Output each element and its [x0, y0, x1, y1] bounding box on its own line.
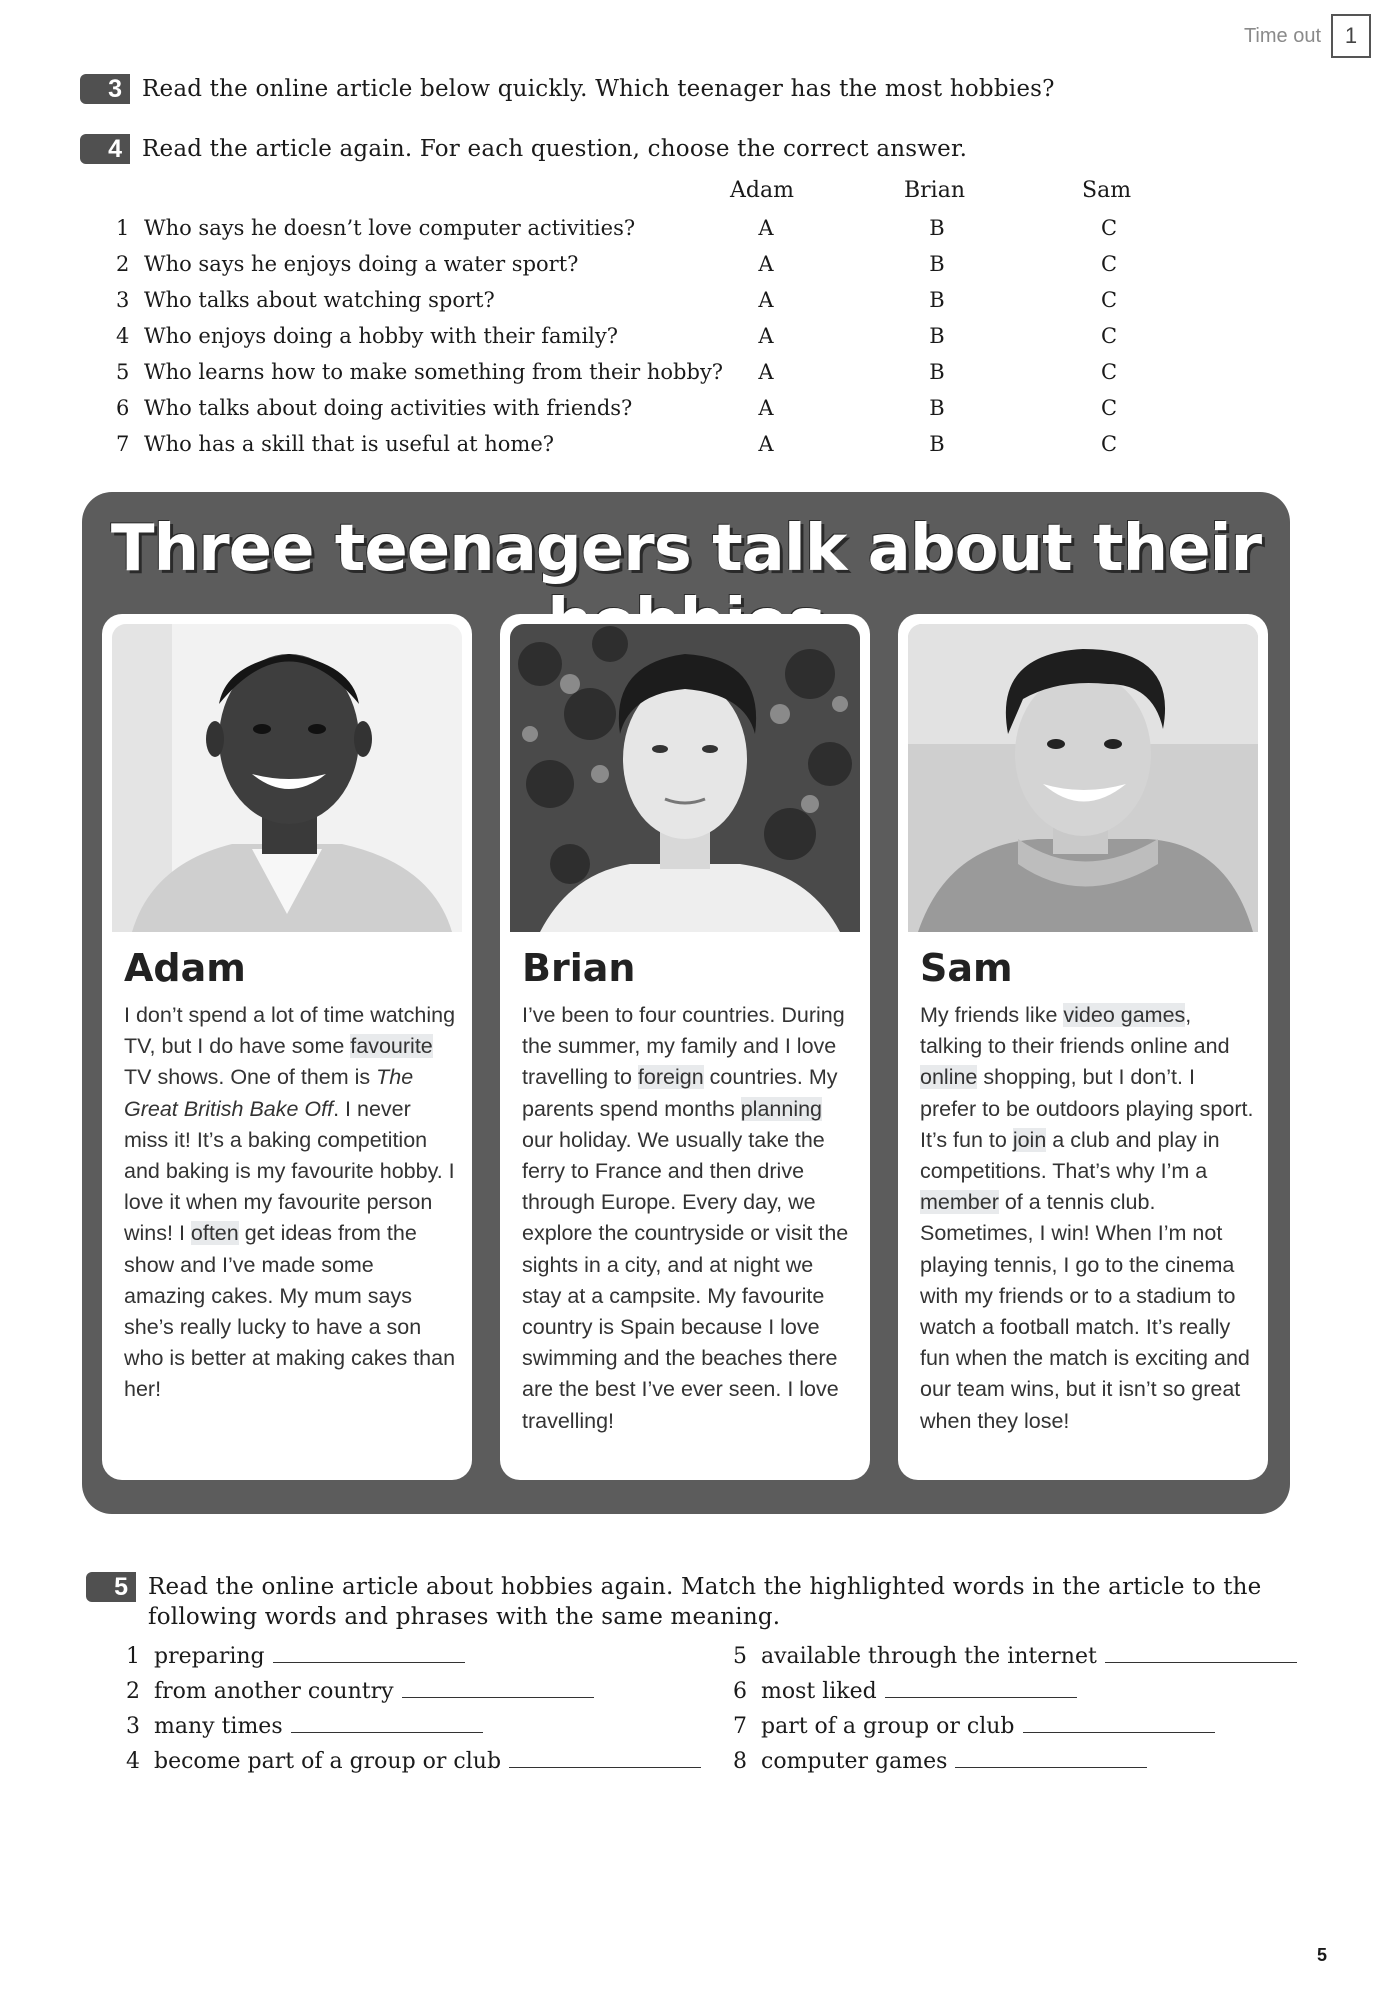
- card-adam: [102, 614, 472, 1480]
- question-text: Who has a skill that is useful at home?: [144, 432, 555, 456]
- match-number: 1: [126, 1644, 140, 1669]
- question-row: [116, 246, 1156, 282]
- option-c[interactable]: C: [1100, 360, 1118, 384]
- question-number: 3: [116, 288, 130, 312]
- text-span: TV shows. One of them is: [124, 1065, 377, 1090]
- photo-adam: [112, 624, 462, 932]
- highlighted-word: foreign: [637, 1065, 704, 1090]
- option-c[interactable]: C: [1100, 432, 1118, 456]
- question-number: 5: [116, 360, 130, 384]
- match-item: [733, 1749, 1147, 1774]
- answer-blank[interactable]: [509, 1749, 701, 1768]
- option-c[interactable]: C: [1100, 288, 1118, 312]
- match-text: part of a group or club: [761, 1714, 1015, 1739]
- card-body: [124, 1000, 460, 1406]
- match-item: [126, 1714, 483, 1739]
- exercise-5: [86, 1572, 1266, 1632]
- text-span: I’ve been to four countries. During the summer, my family and I love travelling to: [522, 1003, 845, 1090]
- column-header-adam: Adam: [730, 178, 794, 203]
- match-number: 3: [126, 1714, 140, 1739]
- answer-blank[interactable]: [402, 1679, 594, 1698]
- option-c[interactable]: C: [1100, 324, 1118, 348]
- match-text: preparing: [154, 1644, 265, 1669]
- card-brian: [500, 614, 870, 1480]
- option-b[interactable]: B: [929, 396, 945, 420]
- highlighted-word: often: [190, 1221, 239, 1246]
- answer-blank[interactable]: [955, 1749, 1147, 1768]
- column-header-sam: Sam: [1082, 178, 1132, 203]
- question-text: Who says he doesn’t love computer activities?: [144, 216, 636, 240]
- match-number: 7: [733, 1714, 747, 1739]
- exercise-4-instruction: Read the article again. For each question, choose the correct answer.: [142, 136, 968, 162]
- text-span: , talking to their friends online and: [920, 1003, 1230, 1059]
- exercise-3: [80, 74, 1055, 104]
- option-b[interactable]: B: [929, 432, 945, 456]
- option-c[interactable]: C: [1100, 396, 1118, 420]
- card-name: Sam: [920, 946, 1013, 990]
- match-number: 5: [733, 1644, 747, 1669]
- card-body: [522, 1000, 858, 1437]
- text-span: countries. My parents spend months: [522, 1065, 838, 1121]
- match-text: become part of a group or club: [154, 1749, 502, 1774]
- question-number: 4: [116, 324, 130, 348]
- highlighted-word: join: [1012, 1127, 1047, 1152]
- answer-blank[interactable]: [885, 1679, 1077, 1698]
- match-text: computer games: [761, 1749, 948, 1774]
- question-text: Who says he enjoys doing a water sport?: [144, 252, 579, 276]
- option-a[interactable]: A: [758, 324, 774, 348]
- question-number: 6: [116, 396, 130, 420]
- question-row: [116, 390, 1156, 426]
- page-number: 5: [1316, 1945, 1327, 1965]
- option-a[interactable]: A: [758, 396, 774, 420]
- match-item: [733, 1679, 1077, 1704]
- exercise-3-instruction: Read the online article below quickly. Which teenager has the most hobbies?: [142, 76, 1055, 102]
- match-number: 4: [126, 1749, 140, 1774]
- show-title: The Great British Bake Off: [124, 1065, 414, 1121]
- question-text: Who talks about doing activities with friends?: [144, 396, 633, 420]
- option-b[interactable]: B: [929, 252, 945, 276]
- highlighted-word: online: [920, 1065, 978, 1090]
- option-a[interactable]: A: [758, 252, 774, 276]
- text-span: I don’t spend a lot of time watching TV, but I do have some: [124, 1003, 456, 1059]
- question-row: [116, 426, 1156, 462]
- card-body: [920, 1000, 1256, 1437]
- match-text: most liked: [761, 1679, 877, 1704]
- photo-brian: [510, 624, 860, 932]
- question-number: 1: [116, 216, 130, 240]
- question-row: [116, 318, 1156, 354]
- highlighted-word: planning: [740, 1096, 823, 1121]
- exercise-5-instruction: Read the online article about hobbies again. Match the highlighted words in the article to the following words and phrases with the same meaning.: [148, 1574, 1262, 1630]
- match-item: [733, 1644, 1297, 1669]
- answer-blank[interactable]: [291, 1714, 483, 1733]
- match-item: [733, 1714, 1215, 1739]
- question-text: Who enjoys doing a hobby with their family?: [144, 324, 618, 348]
- match-item: [126, 1679, 594, 1704]
- card-sam: [898, 614, 1268, 1480]
- question-row: [116, 354, 1156, 390]
- exercise-5-number: 5: [86, 1572, 136, 1602]
- text-span: get ideas from the show and I’ve made some amazing cakes. My mum says she’s really lucky to have a son who is better at making cakes than her!: [124, 1221, 456, 1402]
- question-number: 2: [116, 252, 130, 276]
- answer-blank[interactable]: [1105, 1644, 1297, 1663]
- answer-blank[interactable]: [273, 1644, 465, 1663]
- highlighted-word: video games: [1063, 1003, 1186, 1027]
- section-label: Time out: [1243, 24, 1321, 47]
- option-b[interactable]: B: [929, 216, 945, 240]
- text-span: . I never miss it! It’s a baking competition and baking is my favourite hobby. I love it when my favourite person wins! I: [124, 1096, 455, 1246]
- question-row: [116, 282, 1156, 318]
- unit-number-box: 1: [1331, 14, 1371, 58]
- match-number: 6: [733, 1679, 747, 1704]
- text-span: My friends like: [920, 1003, 1064, 1027]
- match-number: 2: [126, 1679, 140, 1704]
- exercise-4-number: 4: [80, 134, 130, 164]
- match-item: [126, 1749, 701, 1774]
- section-header: [1244, 14, 1371, 58]
- option-c[interactable]: C: [1100, 216, 1118, 240]
- option-b[interactable]: B: [929, 288, 945, 312]
- question-text: Who talks about watching sport?: [144, 288, 495, 312]
- option-a[interactable]: A: [758, 288, 774, 312]
- photo-sam: [908, 624, 1258, 932]
- match-text: many times: [154, 1714, 283, 1739]
- text-span: a club and play in competitions. That’s why I’m a: [920, 1127, 1220, 1184]
- highlighted-word: member: [920, 1190, 999, 1215]
- match-text: from another country: [154, 1679, 394, 1704]
- option-c[interactable]: C: [1100, 252, 1118, 276]
- match-number: 8: [733, 1749, 747, 1774]
- answer-blank[interactable]: [1023, 1714, 1215, 1733]
- option-a[interactable]: A: [758, 432, 774, 456]
- question-number: 7: [116, 432, 130, 456]
- match-text: available through the internet: [761, 1644, 1097, 1669]
- option-a[interactable]: A: [758, 360, 774, 384]
- text-span: shopping, but I don’t. I prefer to be outdoors playing sport. It’s fun to: [920, 1065, 1254, 1152]
- text-span: our holiday. We usually take the ferry to France and then drive through Europe. Every day, we explore the countryside or visit the sights in a city, and at night we stay at a campsite. My favourite country is Spain because I love swimming and the beaches there are the best I’ve ever seen. I love travelling!: [522, 1127, 849, 1433]
- option-a[interactable]: A: [758, 216, 774, 240]
- match-item: [126, 1644, 465, 1669]
- text-span: of a tennis club. Sometimes, I win! When I’m not playing tennis, I go to the cinema with my friends or to a stadium to watch a football match. It’s really fun when the match is exciting and our team wins, but it isn’t so great when they lose!: [920, 1190, 1250, 1433]
- highlighted-word: favourite: [350, 1034, 433, 1059]
- question-text: Who learns how to make something from their hobby?: [144, 360, 724, 384]
- question-row: [116, 210, 1156, 246]
- option-b[interactable]: B: [929, 360, 945, 384]
- option-b[interactable]: B: [929, 324, 945, 348]
- article-panel: [82, 492, 1290, 1514]
- card-name: Brian: [522, 946, 636, 990]
- card-name: Adam: [124, 946, 246, 990]
- column-header-brian: Brian: [904, 178, 966, 203]
- article-title: Three teenagers talk about their: [110, 512, 1262, 586]
- exercise-4: [80, 134, 967, 164]
- exercise-3-number: 3: [80, 74, 130, 104]
